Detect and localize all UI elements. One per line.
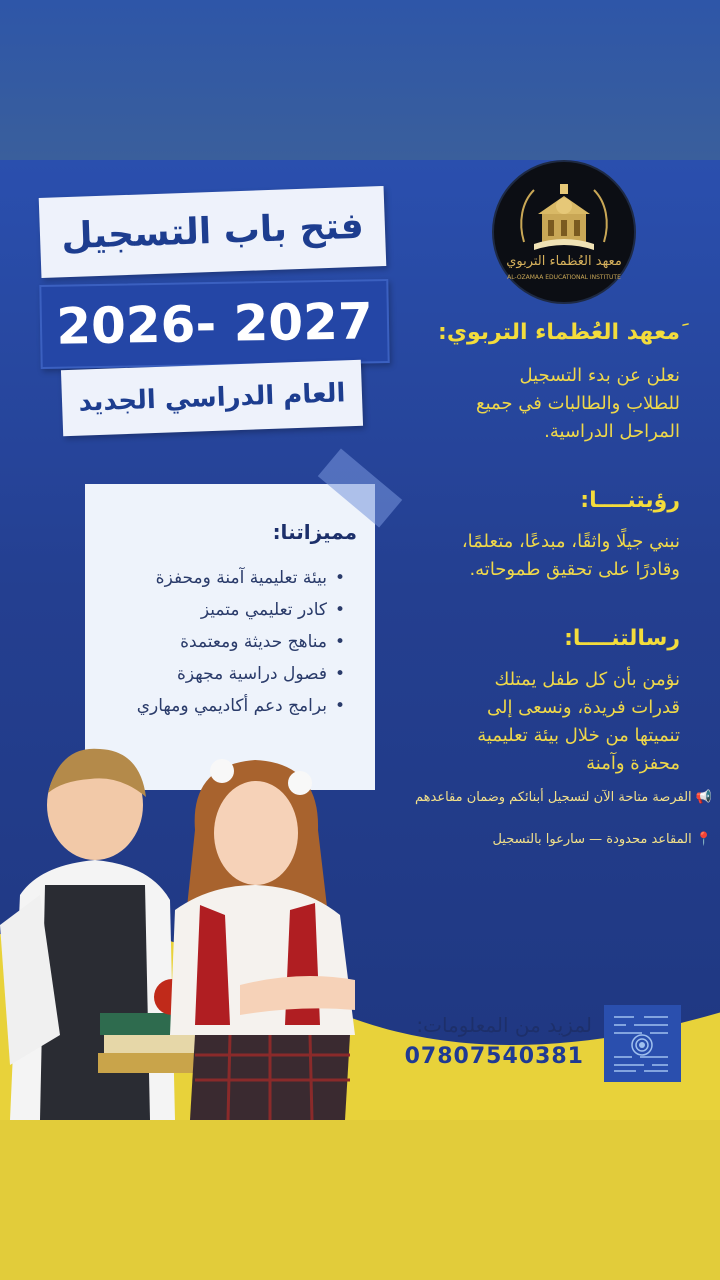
feature-item: • مناهج حديثة ومعتمدة	[85, 626, 345, 658]
logo-arabic-name: معهد العُظماء التربوي	[506, 254, 622, 269]
features-list	[85, 562, 345, 722]
vision-line: وقادرًا على تحقيق طموحاته.	[469, 559, 680, 580]
registration-banner	[39, 186, 387, 278]
mission-line: نؤمن بأن كل طفل يمتلك	[494, 669, 680, 690]
building-emblem-icon	[494, 162, 634, 302]
mission-text	[477, 666, 680, 778]
phone-number[interactable]: 07807540381	[404, 1044, 584, 1069]
vision-text	[462, 528, 680, 584]
announcement-line: المراحل الدراسية.	[544, 421, 680, 442]
academic-year: 2026- 2027	[55, 292, 374, 356]
announcement-text	[476, 362, 680, 446]
mission-title: رسالتنــــا:	[564, 626, 680, 651]
institute-logo	[492, 160, 636, 304]
registration-title: فتح باب التسجيل	[60, 205, 365, 258]
mission-line: قدرات فريدة، ونسعى إلى	[486, 697, 680, 718]
features-title: مميزاتنا:	[272, 520, 357, 544]
students-illustration	[0, 735, 380, 1120]
year-banner	[39, 279, 389, 369]
opportunity-note: 📢 الفرصة متاحة الآن لتسجيل أبنائكم وضمان مقاعدهم	[414, 790, 712, 805]
feature-item: • فصول دراسية مجهزة	[85, 658, 345, 690]
vision-line: نبني جيلًا واثقًا، مبدعًا، متعلمًا،	[461, 531, 680, 552]
announcement-line: نعلن عن بدء التسجيل	[519, 365, 680, 386]
limited-seats-note: 📍 المقاعد محدودة — سارعوا بالتسجيل	[492, 832, 712, 847]
announcement-line: للطلاب والطالبات في جميع	[476, 393, 680, 414]
logo-english-name: AL-OZAMAA EDUCATIONAL INSTITUTE	[507, 274, 621, 281]
new-year-label: العام الدراسي الجديد	[78, 378, 346, 418]
mission-line: تنميتها من خلال بيئة تعليمية	[477, 725, 680, 746]
institute-name: َمعهد العُظماء التربوي:	[438, 320, 680, 345]
top-band	[0, 0, 720, 160]
feature-item: • كادر تعليمي متميز	[85, 594, 345, 626]
mission-line: محفزة وآمنة	[586, 753, 680, 774]
feature-item: • برامج دعم أكاديمي ومهاري	[85, 690, 345, 722]
feature-item: • بيئة تعليمية آمنة ومحفزة	[85, 562, 345, 594]
bottom-band	[0, 1120, 720, 1280]
vision-title: رؤيتنــــا:	[580, 488, 680, 513]
qr-code-icon[interactable]	[604, 1005, 681, 1082]
more-info-label: لمزيد من المعلومات:	[416, 1013, 592, 1037]
new-year-banner	[61, 360, 363, 436]
